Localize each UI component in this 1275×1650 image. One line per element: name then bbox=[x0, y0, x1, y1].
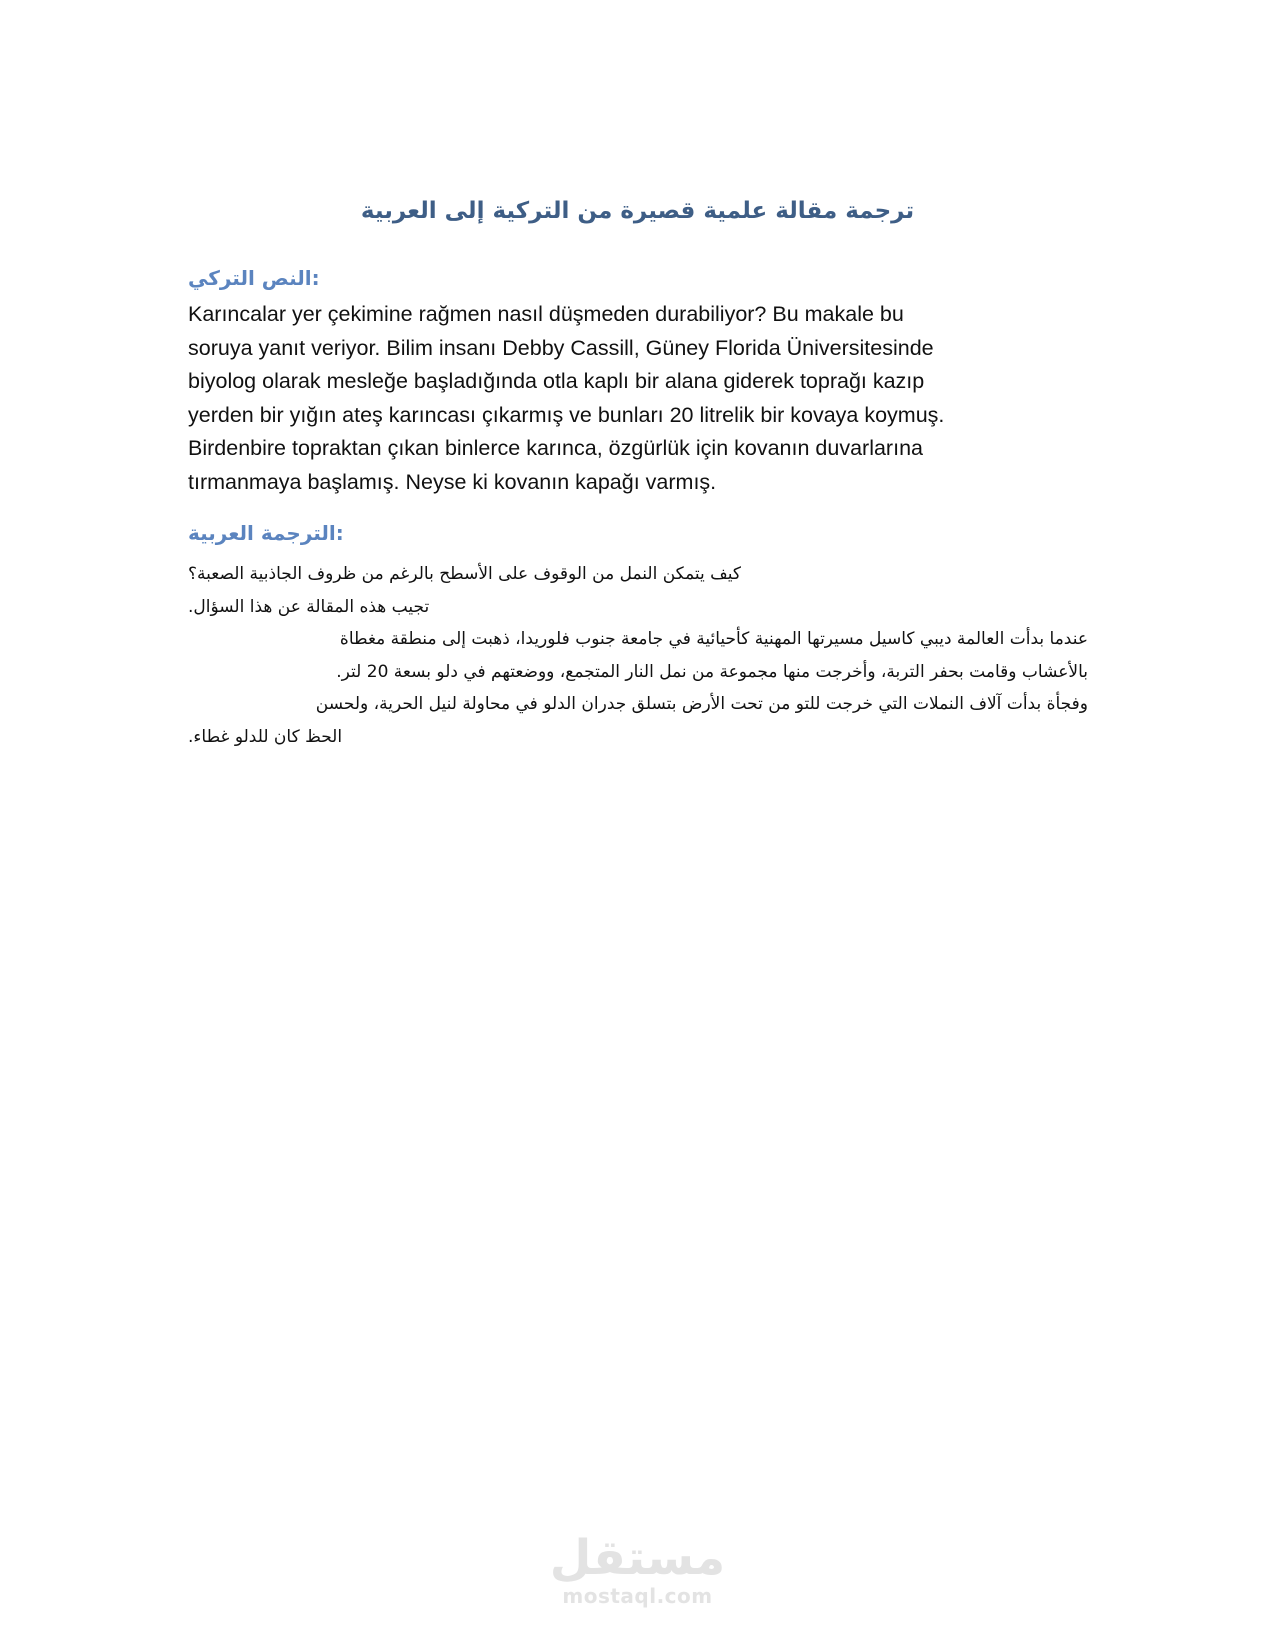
watermark-logo: مستقل bbox=[549, 1530, 726, 1586]
turkish-line: biyolog olarak mesleğe başladığında otla kaplı bir alana giderek toprağı kazıp bbox=[188, 369, 925, 393]
page-title: ترجمة مقالة علمية قصيرة من التركية إلى العربية bbox=[360, 198, 915, 224]
arabic-line: بالأعشاب وقامت بحفر التربة، وأخرجت منها مجموعة من نمل النار المتجمع، ووضعتهم في دلو بسعة 20 لتر. bbox=[336, 661, 1088, 682]
turkish-paragraph bbox=[188, 298, 1088, 499]
turkish-line: soruya yanıt veriyor. Bilim insanı Debby Cassill, Güney Florida Üniversitesinde bbox=[188, 335, 934, 360]
turkish-line: Karıncalar yer çekimine rağmen nasıl düşmeden durabiliyor? Bu makale bu bbox=[188, 302, 904, 326]
arabic-line: تجيب هذه المقالة عن هذا السؤال. bbox=[188, 596, 430, 617]
arabic-line: عندما بدأت العالمة ديبي كاسيل مسيرتها المهنية كأحيائية في جامعة جنوب فلوريدا، ذهبت إلى منطقة مغطاة bbox=[339, 629, 1088, 649]
turkish-section-heading: النص التركي: bbox=[188, 266, 320, 290]
arabic-section-heading: الترجمة العربية: bbox=[188, 521, 344, 545]
turkish-line: yerden bir yığın ateş karıncası çıkarmış ve bunları 20 litrelik bir kovaya koymuş. bbox=[188, 402, 945, 427]
turkish-line: tırmanmaya başlamış. Neyse ki kovanın kapağı varmış. bbox=[188, 469, 717, 494]
arabic-line: وفجأة بدأت آلاف النملات التي خرجت للتو من تحت الأرض بتسلق جدران الدلو في محاولة لنيل الحرية، ولحسن bbox=[315, 694, 1088, 714]
arabic-paragraph bbox=[188, 558, 1088, 753]
arabic-line: كيف يتمكن النمل من الوقوف على الأسطح بالرغم من ظروف الجاذبية الصعبة؟ bbox=[188, 564, 741, 584]
mostaql-watermark bbox=[0, 1532, 1275, 1608]
arabic-line: الحظ كان للدلو غطاء. bbox=[188, 726, 343, 747]
watermark-url: mostaql.com bbox=[562, 1584, 713, 1608]
turkish-line: Birdenbire topraktan çıkan binlerce karınca, özgürlük için kovanın duvarlarına bbox=[188, 436, 923, 460]
